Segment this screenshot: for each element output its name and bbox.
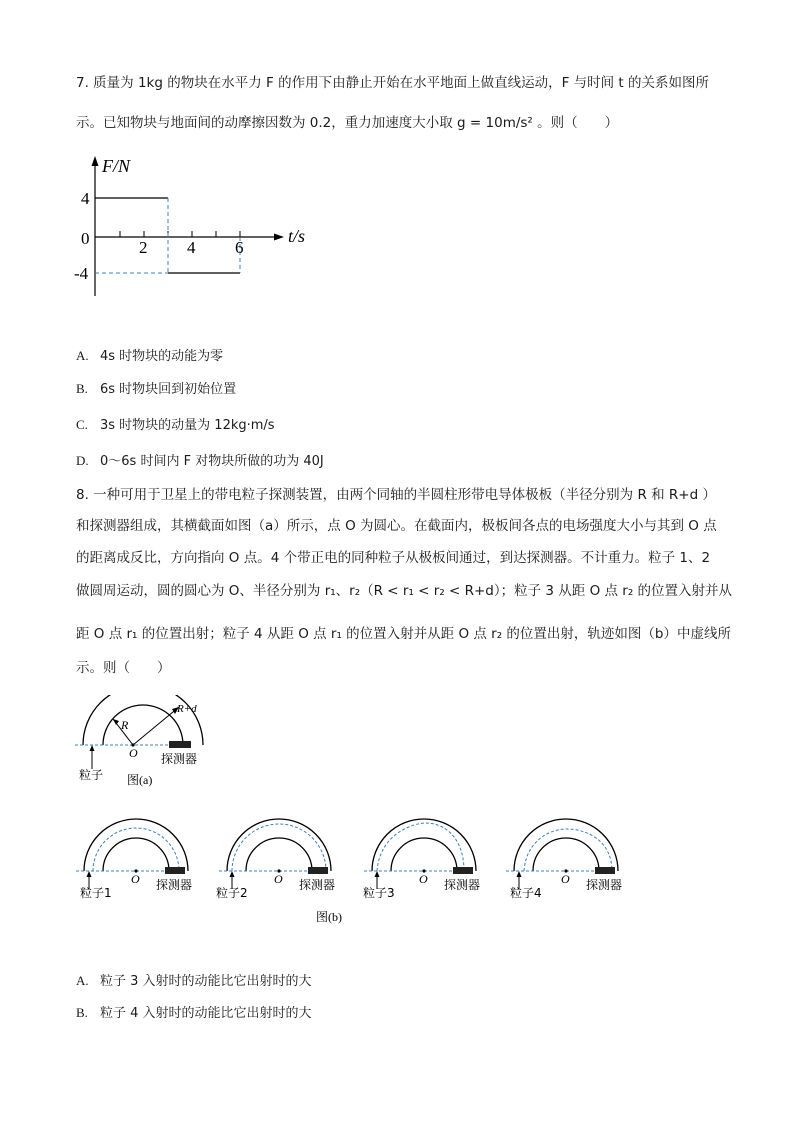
option-text: 4s 时物块的动能为零 [100, 349, 224, 364]
option-text: 粒子 3 入射时的动能比它出射时的大 [100, 974, 312, 989]
q8-stem-line-2: 和探测器组成，其横截面如图（a）所示，点 O 为圆心。在截面内，极板间各点的电场强度大小与其到 O 点 [76, 518, 717, 534]
label-detector-3: 探测器 [444, 878, 481, 892]
y-tick-4: 4 [81, 189, 90, 208]
q8-option-b[interactable] [76, 1004, 312, 1023]
label-particle-2: 粒子2 [216, 886, 248, 900]
q8-option-a[interactable] [76, 972, 312, 991]
y-tick-0: 0 [81, 229, 90, 248]
label-O-4: O [561, 872, 570, 886]
label-particle-4: 粒子4 [510, 886, 542, 900]
option-letter: D. [76, 453, 89, 468]
q7-option-d[interactable] [76, 452, 324, 471]
label-detector: 探测器 [161, 752, 198, 766]
label-R: R [121, 718, 129, 732]
q8-stem-line-5: 距 O 点 r₁ 的位置出射；粒子 4 从距 O 点 r₁ 的位置入射并从距 O 点 r₂ 的位置出射，轨迹如图（b）中虚线所 [76, 626, 731, 642]
y-tick-neg4: -4 [74, 264, 89, 283]
q7-stem-line-2: 示。已知物块与地面间的动摩擦因数为 0.2，重力加速度大小取 g = 10m/s² 。则（ ） [76, 115, 619, 131]
q8-stem-line-1: 8. 一种可用于卫星上的带电粒子探测装置，由两个同轴的半圆柱形带电导体极板（半径分别为 R 和 R+d ） [76, 487, 716, 503]
label-O: O [129, 746, 138, 760]
option-text: 6s 时物块回到初始位置 [100, 382, 237, 397]
x-tick-4: 4 [187, 238, 196, 257]
option-letter: A. [76, 348, 89, 363]
detector-block [169, 741, 191, 748]
label-particle-3: 粒子3 [363, 886, 395, 900]
x-tick-2: 2 [139, 238, 148, 257]
label-particle: 粒子 [79, 768, 104, 782]
option-letter: B. [76, 381, 88, 396]
q7-option-b[interactable] [76, 380, 236, 399]
option-letter: C. [76, 417, 88, 432]
label-O-2: O [274, 872, 283, 886]
q8-figure-b [76, 815, 636, 930]
y-axis-label: F/N [102, 156, 131, 176]
q7-option-a[interactable] [76, 347, 223, 366]
q8-stem-line-6: 示。则（ ） [76, 660, 171, 676]
label-detector-1: 探测器 [156, 878, 193, 892]
option-text: 粒子 4 入射时的动能比它出射时的大 [100, 1006, 312, 1021]
option-text: 0～6s 时间内 F 对物块所做的功为 40J [100, 454, 324, 469]
q7-force-time-graph [70, 150, 330, 300]
option-letter: B. [76, 1005, 88, 1020]
label-particle-1: 粒子1 [80, 886, 112, 900]
x-tick-6: 6 [235, 238, 244, 257]
q8-stem-line-4: 做圆周运动，圆的圆心为 O、半径分别为 r₁、r₂（R < r₁ < r₂ < R+d）；粒子 3 从距 O 点 r₂ 的位置入射并从 [76, 583, 733, 599]
label-O-1: O [131, 872, 140, 886]
label-detector-4: 探测器 [586, 878, 623, 892]
q7-option-c[interactable] [76, 416, 275, 435]
q8-stem-line-3: 的距离成反比，方向指向 O 点。4 个带正电的同种粒子从极板间通过，到达探测器。不计重力。粒子 1、2 [76, 550, 711, 566]
q8-figure-a [75, 695, 225, 795]
option-text: 3s 时物块的动量为 12kg·m/s [100, 418, 275, 433]
label-O-3: O [419, 872, 428, 886]
label-R-plus-d: R+d [177, 703, 197, 715]
q7-stem-line-1: 7. 质量为 1kg 的物块在水平力 F 的作用下由静止开始在水平地面上做直线运动，F 与时间 t 的关系如图所 [76, 75, 710, 91]
caption-fig-a: 图(a) [127, 773, 153, 787]
label-detector-2: 探测器 [299, 878, 336, 892]
option-letter: A. [76, 973, 89, 988]
x-axis-label: t/s [288, 226, 306, 246]
caption-fig-b: 图(b) [316, 910, 342, 924]
